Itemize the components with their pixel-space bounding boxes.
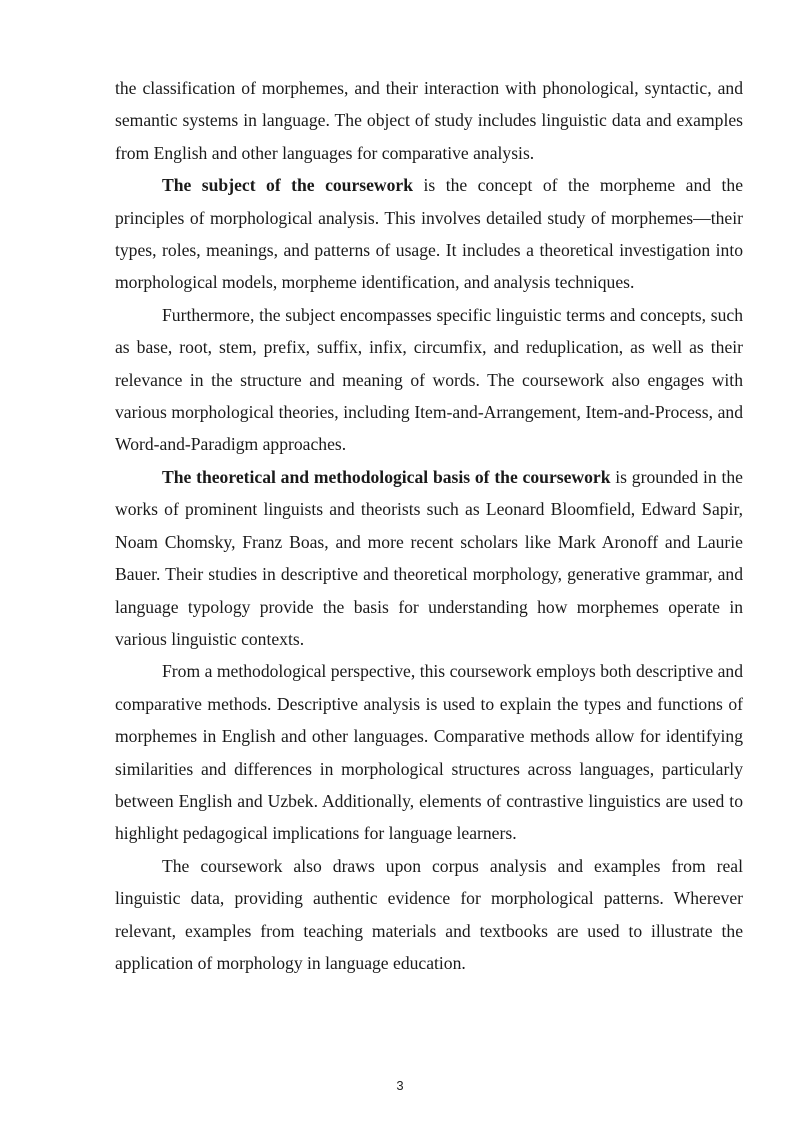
paragraph-text: From a methodological perspective, this coursework employs both descriptive and comparative methods. Descriptive analysis is used to explain the types and functions of morphemes in English and other languages. Comparative methods allow for identifying similarities and differences in morphological structures across languages, particularly between English and Uzbek. Additionally, elements of contrastive linguistics are used to highlight pedagogical implications for language learners. [115,661,743,844]
paragraph-lead-in-bold: The subject of the coursework [162,175,414,196]
paragraph-text: Furthermore, the subject encompasses specific linguistic terms and concepts, such as base, root, stem, prefix, suffix, infix, circumfix, and reduplication, as well as their relevance in the structure and meaning of words. The coursework also engages with various morphological theories, including Item-and-Arrangement, Item-and-Process, and Word-and-Paradigm approaches. [115,304,743,455]
page-number: 3 [396,1078,404,1093]
paragraph-subject-of-coursework [115,169,743,299]
paragraph-object-continuation [115,72,743,169]
paragraph-lead-in-bold: The theoretical and methodological basis of the coursework [162,466,611,487]
paragraph-text: is grounded in the works of prominent linguists and theorists such as Leonard Bloomfield, Edward Sapir, Noam Chomsky, Franz Boas, and more recent scholars like Mark Aronoff and Laurie Bauer. Their studies in descriptive and theoretical morphology, generative grammar, and language typology provide the basis for understanding how morphemes operate in various linguistic contexts. [115,466,743,649]
paragraph-theoretical-basis [115,461,743,655]
document-body [115,72,743,979]
paragraph-corpus-analysis [115,850,743,980]
paragraph-text: The coursework also draws upon corpus analysis and examples from real linguistic data, providing authentic evidence for morphological patterns. Wherever relevant, examples from teaching materials and textbooks are used to illustrate the application of morphology in language education. [115,855,743,973]
paragraph-subject-terms [115,299,743,461]
paragraph-text: the classification of morphemes, and their interaction with phonological, syntactic, and semantic systems in language. The object of study includes linguistic data and examples from English and other languages for comparative analysis. [115,78,743,163]
paragraph-text: is the concept of the morpheme and the principles of morphological analysis. This involves detailed study of morphemes—their types, roles, meanings, and patterns of usage. It includes a theoretical investigation into morphological models, morpheme identification, and analysis techniques. [115,175,744,293]
paragraph-methodological-perspective [115,655,743,849]
